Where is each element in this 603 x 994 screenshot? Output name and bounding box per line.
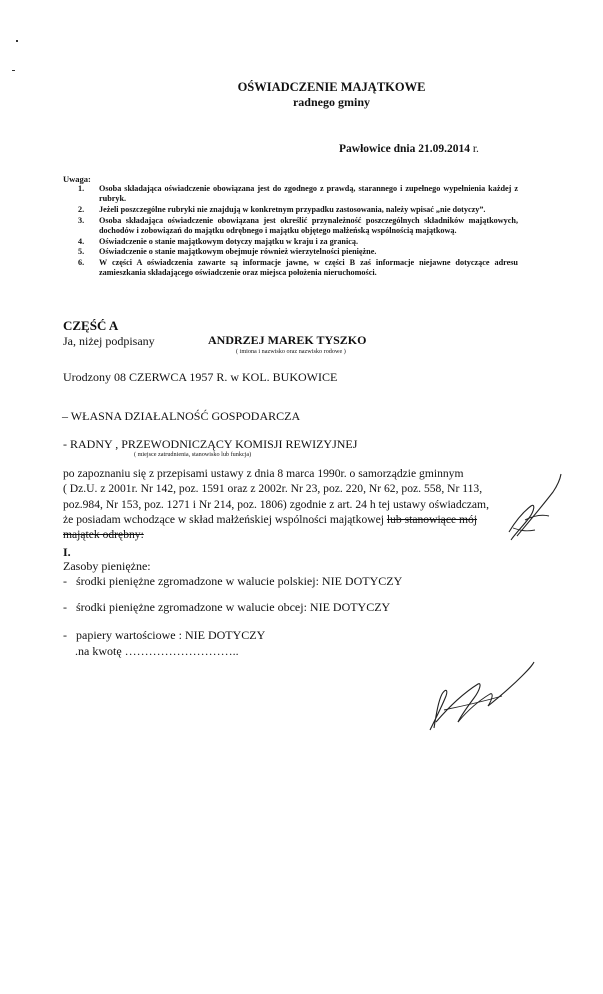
document-subtitle: radnego gminy [292, 95, 370, 109]
bullet: - [63, 574, 67, 588]
asset-text: środki pieniężne zgromadzone w walucie obcej: NIE DOTYCZY [76, 600, 391, 614]
note-text: Osoba składająca oświadczenie obowiązana jest określić przynależność poszczególnych składników majątkowych, dochodów i zobowiązań do majątku odrębnego i majątku objętego małżeńską wspólnością majątkową. [99, 215, 518, 235]
declaration-line [63, 512, 508, 527]
scan-speck [12, 70, 15, 71]
note-number: 2. [78, 204, 85, 214]
note-number: 6. [78, 257, 85, 267]
notes-heading: Uwaga: [63, 174, 91, 184]
asset-item [63, 628, 265, 643]
document-title: OŚWIADCZENIE MAJĄTKOWE [237, 80, 426, 94]
declaration-line: ( Dz.U. z 2001r. Nr 142, poz. 1591 oraz z 2002r. Nr 23, poz. 220, Nr 62, poz. 558, Nr 113, [63, 482, 483, 496]
note-item [78, 216, 518, 236]
note-item [78, 247, 518, 257]
signer-caption: ( imiona i nazwisko oraz nazwisko rodowe ) [236, 348, 346, 355]
asset-text: papiery wartościowe : NIE DOTYCZY [76, 628, 266, 642]
signer-label: Ja, niżej podpisany [63, 334, 155, 348]
place-date-text: Pawłowice dnia 21.09.2014 [339, 143, 470, 155]
note-item [78, 184, 518, 204]
note-item [78, 237, 518, 247]
struck-text: majątek odrębny: [63, 528, 144, 542]
note-text: Oświadczenie o stanie majątkowym obejmuje również wierzytelności pieniężne. [99, 247, 377, 257]
section-number: I. [63, 545, 71, 559]
place-date [339, 143, 479, 155]
bullet: - [63, 628, 67, 642]
note-item [78, 258, 518, 278]
struck-text: lub stanowiące mój [386, 512, 478, 526]
business-activity: – WŁASNA DZIAŁALNOŚĆ GOSPODARCZA [62, 409, 301, 423]
notes-list [78, 184, 518, 279]
part-a-heading: CZĘŚĆ A [63, 318, 119, 333]
signature [422, 660, 542, 740]
asset-item [63, 600, 390, 615]
birth-info: Urodzony 08 CZERWCA 1957 R. w KOL. BUKOWICE [63, 370, 338, 384]
note-text: Oświadczenie o stanie majątkowym dotyczy majątku w kraju i za granicą. [99, 236, 359, 246]
note-text: Osoba składająca oświadczenie obowiązana jest do zgodnego z prawdą, starannego i zupełnego wypełnienia każdej z rubryk. [99, 184, 518, 204]
declaration-paragraph [63, 466, 508, 542]
position-info: - RADNY , PRZEWODNICZĄCY KOMISJI REWIZYJNEJ [63, 437, 358, 451]
assets-heading: Zasoby pieniężne: [63, 559, 151, 573]
note-item [78, 205, 518, 215]
declaration-line-start: że posiadam wchodzące w skład małżeńskiej wspólności majątkowej [63, 512, 387, 526]
note-number: 5. [78, 247, 85, 257]
note-number: 1. [78, 184, 85, 193]
scan-speck [16, 40, 18, 42]
bullet: - [63, 600, 67, 614]
asset-text: środki pieniężne zgromadzone w walucie polskiej: NIE DOTYCZY [76, 574, 403, 588]
note-number: 4. [78, 236, 85, 246]
position-caption: ( miejsce zatrudnienia, stanowisko lub funkcja) [134, 451, 252, 458]
asset-item [63, 574, 402, 589]
note-text: Jeżeli poszczególne rubryki nie znajdują w konkretnym przypadku zastosowania, należy wpisać „nie dotyczy”. [99, 204, 486, 214]
margin-initials [505, 470, 565, 550]
signer-name: ANDRZEJ MAREK TYSZKO [208, 333, 367, 347]
declaration-line [63, 527, 508, 542]
note-number: 3. [78, 215, 85, 225]
note-text: W części A oświadczenia zawarte są informacje jawne, w części B zaś informacje niejawne dotyczące adresu zamieszkania składającego oświadczenie oraz miejsca położenia nieruchomości. [99, 257, 518, 278]
declaration-line: poz.984, Nr 153, poz. 1271 i Nr 214, poz. 1806) zgodnie z art. 24 h tej ustawy oświadczam, [63, 497, 489, 511]
declaration-line: po zapoznaniu się z przepisami ustawy z dnia 8 marca 1990r. o samorządzie gminnym [63, 467, 464, 480]
amount-line: .na kwotę ……………………….. [75, 644, 239, 658]
place-date-suffix: r. [472, 143, 479, 155]
